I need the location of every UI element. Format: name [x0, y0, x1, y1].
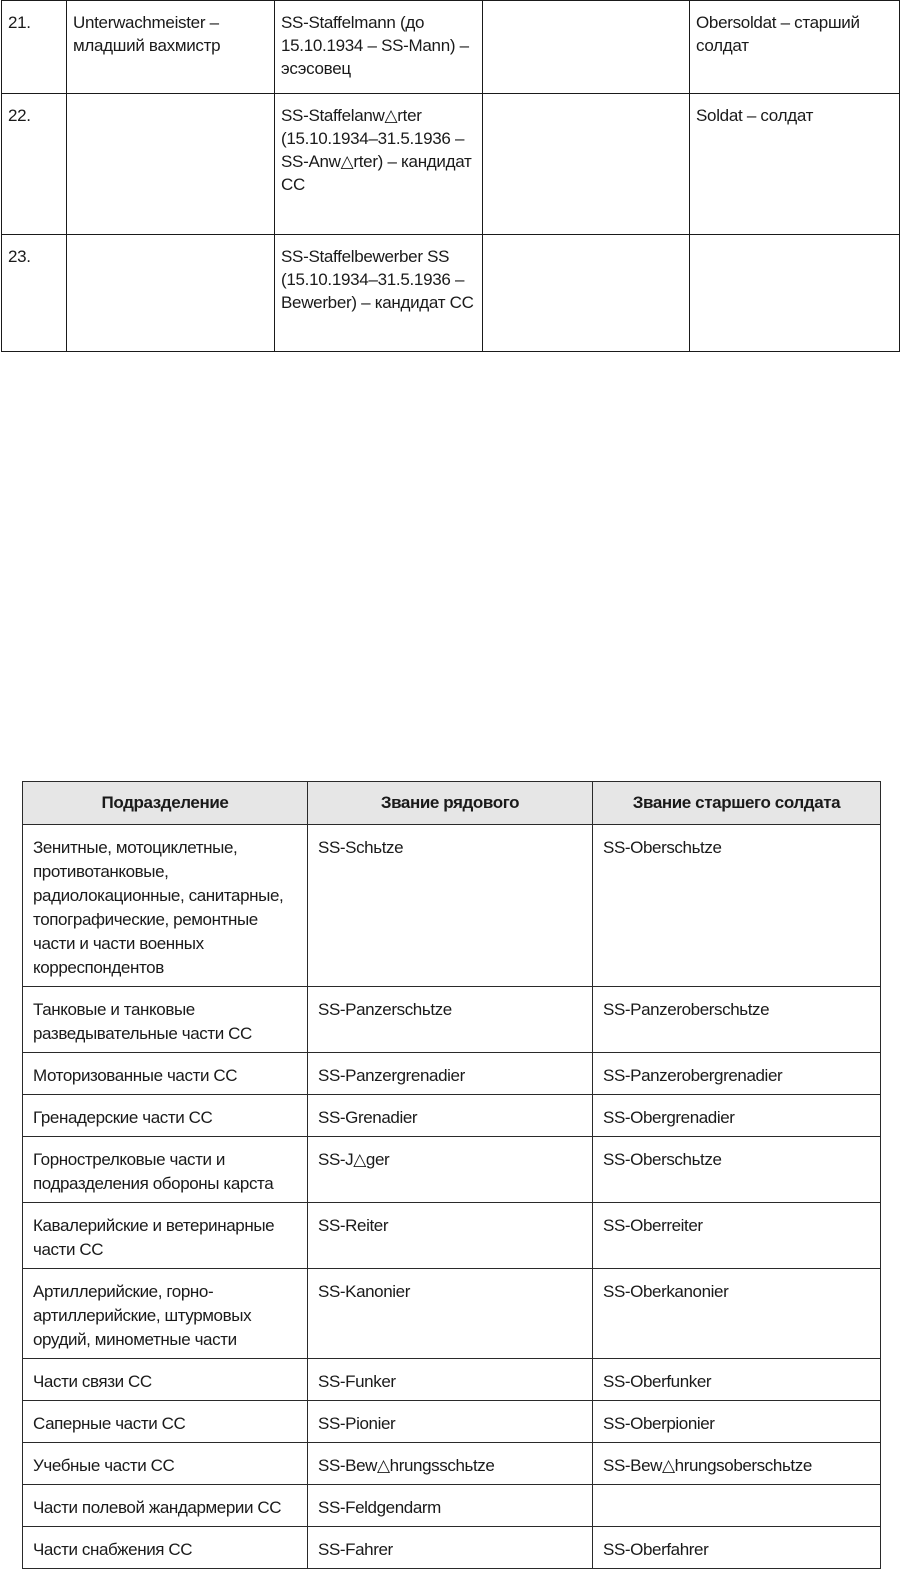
private-rank-cell: SS-Bew△hrungsschьtze: [308, 1443, 593, 1485]
table-row: [23, 825, 881, 987]
rank-cell: Obersoldat – старший солдат: [690, 1, 900, 94]
unit-cell: Части связи СС: [23, 1359, 308, 1401]
senior-rank-cell: SS-Panzerobergrenadier: [593, 1053, 881, 1095]
rank-number: 22.: [2, 94, 67, 235]
rank-cell: Soldat – солдат: [690, 94, 900, 235]
private-rank-cell: SS-Feldgendarm: [308, 1485, 593, 1527]
senior-rank-cell: SS-Oberfunker: [593, 1359, 881, 1401]
unit-cell: Артиллерийские, горно-артиллерийские, штурмовых орудий, минометные части: [23, 1269, 308, 1359]
senior-rank-cell: SS-Oberkanonier: [593, 1269, 881, 1359]
private-rank-cell: SS-Funker: [308, 1359, 593, 1401]
column-header-unit: Подразделение: [23, 782, 308, 825]
private-rank-cell: SS-Reiter: [308, 1203, 593, 1269]
table-row: [2, 94, 900, 235]
senior-rank-cell: SS-Oberpionier: [593, 1401, 881, 1443]
table-row: [23, 1203, 881, 1269]
unit-cell: Танковые и танковые разведывательные части СС: [23, 987, 308, 1053]
table-row: [23, 987, 881, 1053]
rank-cell: [483, 1, 690, 94]
table-row: [2, 1, 900, 94]
unit-cell: Зенитные, мотоциклетные, противотанковые, радиолокационные, санитарные, топографические, ремонтные части и части военных корреспондентов: [23, 825, 308, 987]
table-row: [23, 1053, 881, 1095]
unit-cell: Гренадерские части СС: [23, 1095, 308, 1137]
rank-cell: SS-Staffelanw△rter (15.10.1934–31.5.1936 – SS-Anw△rter) – кандидат СС: [275, 94, 483, 235]
ranks-table: [1, 0, 900, 352]
table-row: [2, 235, 900, 352]
senior-rank-cell: SS-Obergrenadier: [593, 1095, 881, 1137]
table-row: [23, 1443, 881, 1485]
rank-cell: SS-Staffelbewerber SS (15.10.1934–31.5.1936 – Bewerber) – кандидат СС: [275, 235, 483, 352]
table-header-row: [23, 782, 881, 825]
unit-cell: Горнострелковые части и подразделения обороны карста: [23, 1137, 308, 1203]
table-row: [23, 1095, 881, 1137]
table-row: [23, 1485, 881, 1527]
unit-cell: Части снабжения СС: [23, 1527, 308, 1569]
senior-rank-cell: SS-Bew△hrungsoberschьtze: [593, 1443, 881, 1485]
rank-cell: Unterwachmeister – младший вахмистр: [67, 1, 275, 94]
private-rank-cell: SS-Panzerschьtze: [308, 987, 593, 1053]
senior-rank-cell: SS-Oberschьtze: [593, 1137, 881, 1203]
unit-cell: Моторизованные части СС: [23, 1053, 308, 1095]
unit-cell: Саперные части СС: [23, 1401, 308, 1443]
rank-number: 21.: [2, 1, 67, 94]
column-header-senior-rank: Звание старшего солдата: [593, 782, 881, 825]
table-row: [23, 1137, 881, 1203]
private-rank-cell: SS-Fahrer: [308, 1527, 593, 1569]
column-header-private-rank: Звание рядового: [308, 782, 593, 825]
private-rank-cell: SS-Grenadier: [308, 1095, 593, 1137]
private-rank-cell: SS-Schьtze: [308, 825, 593, 987]
rank-cell: [67, 94, 275, 235]
rank-number: 23.: [2, 235, 67, 352]
senior-rank-cell: SS-Panzeroberschьtze: [593, 987, 881, 1053]
senior-rank-cell: [593, 1485, 881, 1527]
table-row: [23, 1401, 881, 1443]
unit-cell: Учебные части СС: [23, 1443, 308, 1485]
rank-cell: SS-Staffelmann (до 15.10.1934 – SS-Mann) – эсэсовец: [275, 1, 483, 94]
senior-rank-cell: SS-Oberreiter: [593, 1203, 881, 1269]
private-rank-cell: SS-Kanonier: [308, 1269, 593, 1359]
rank-cell: [690, 235, 900, 352]
private-rank-cell: SS-J△ger: [308, 1137, 593, 1203]
table-row: [23, 1269, 881, 1359]
rank-cell: [483, 235, 690, 352]
private-rank-cell: SS-Panzergrenadier: [308, 1053, 593, 1095]
senior-rank-cell: SS-Oberfahrer: [593, 1527, 881, 1569]
unit-cell: Части полевой жандармерии СС: [23, 1485, 308, 1527]
units-ranks-table: [22, 781, 881, 1569]
private-rank-cell: SS-Pionier: [308, 1401, 593, 1443]
rank-cell: [483, 94, 690, 235]
table-row: [23, 1527, 881, 1569]
unit-cell: Кавалерийские и ветеринарные части СС: [23, 1203, 308, 1269]
senior-rank-cell: SS-Oberschьtze: [593, 825, 881, 987]
rank-cell: [67, 235, 275, 352]
table-row: [23, 1359, 881, 1401]
